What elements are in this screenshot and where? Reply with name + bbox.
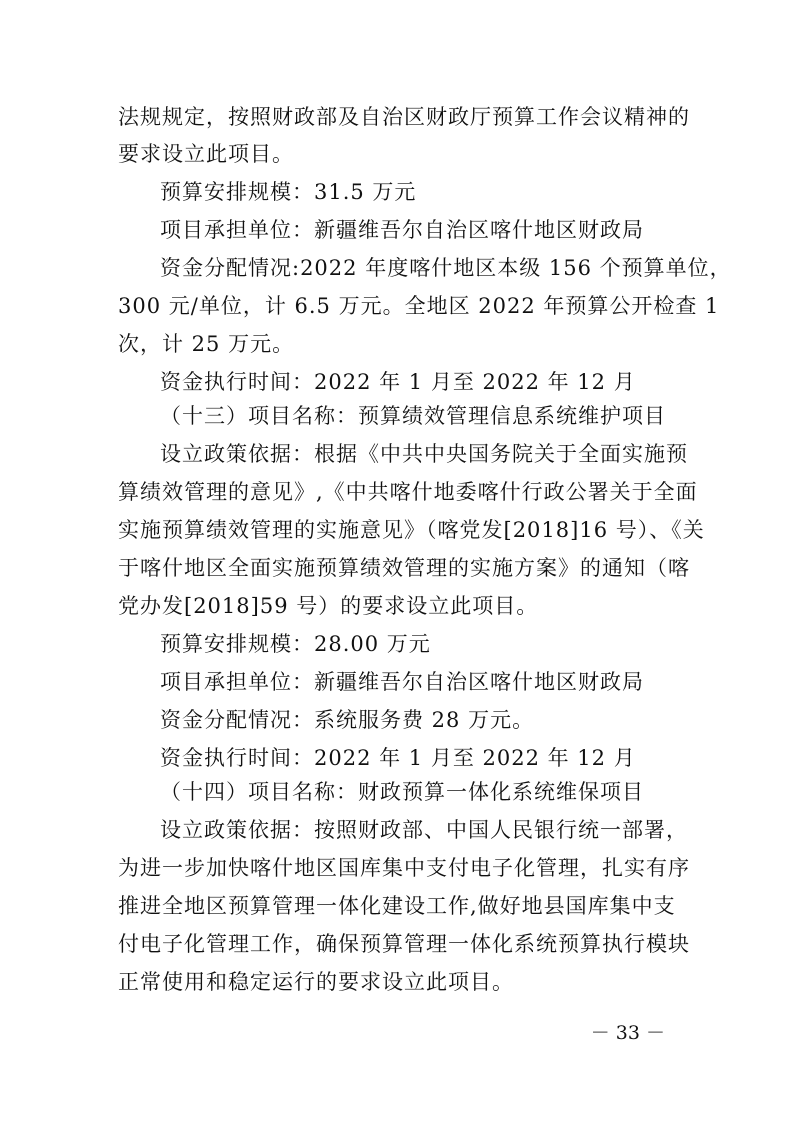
text-line-2: 要求设立此项目。 (118, 142, 294, 166)
policy-basis-13-line-2: 算绩效管理的意见》,《中共喀什地委喀什行政公署关于全面 (118, 480, 698, 504)
execution-time-13: 资金执行时间：2022 年 1 月至 2022 年 12 月 (160, 746, 636, 770)
fund-allocation-1-line-3: 次，计 25 万元。 (118, 332, 295, 356)
policy-basis-14-line-4: 付电子化管理工作，确保预算管理一体化系统预算执行模块 (118, 932, 690, 956)
policy-basis-14-line-1: 设立政策依据：按照财政部、中国人民银行统一部署， (160, 818, 688, 842)
project-13-heading: （十三）项目名称：预算绩效管理信息系统维护项目 (160, 404, 666, 428)
fund-allocation-13: 资金分配情况：系统服务费 28 万元。 (160, 708, 535, 732)
budget-scale-13: 预算安排规模：28.00 万元 (160, 632, 431, 656)
project-14-heading: （十四）项目名称：财政预算一体化系统维保项目 (160, 780, 644, 804)
budget-scale-1: 预算安排规模：31.5 万元 (160, 180, 417, 204)
policy-basis-13-line-4: 于喀什地区全面实施预算绩效管理的实施方案》的通知（喀 (118, 556, 690, 580)
policy-basis-14-line-5: 正常使用和稳定运行的要求设立此项目。 (118, 970, 514, 994)
fund-allocation-1-line-1: 资金分配情况:2022 年度喀什地区本级 156 个预算单位， (160, 256, 732, 280)
text-line-1: 法规规定，按照财政部及自治区财政厅预算工作会议精神的 (118, 105, 690, 129)
responsible-unit-1: 项目承担单位：新疆维吾尔自治区喀什地区财政局 (160, 218, 644, 242)
policy-basis-13-line-1: 设立政策依据：根据《中共中央国务院关于全面实施预 (160, 442, 688, 466)
page-number: － 33 － (590, 1022, 665, 1044)
policy-basis-14-line-2: 为进一步加快喀什地区国库集中支付电子化管理，扎实有序 (118, 856, 690, 880)
fund-allocation-1-line-2: 300 元/单位，计 6.5 万元。全地区 2022 年预算公开检查 1 (118, 294, 720, 318)
execution-time-1: 资金执行时间：2022 年 1 月至 2022 年 12 月 (160, 370, 636, 394)
policy-basis-14-line-3: 推进全地区预算管理一体化建设工作,做好地县国库集中支 (118, 894, 676, 918)
responsible-unit-13: 项目承担单位：新疆维吾尔自治区喀什地区财政局 (160, 670, 644, 694)
policy-basis-13-line-5: 党办发[2018]59 号）的要求设立此项目。 (118, 594, 539, 618)
policy-basis-13-line-3: 实施预算绩效管理的实施意见》（喀党发[2018]16 号）、《关 (118, 518, 705, 542)
